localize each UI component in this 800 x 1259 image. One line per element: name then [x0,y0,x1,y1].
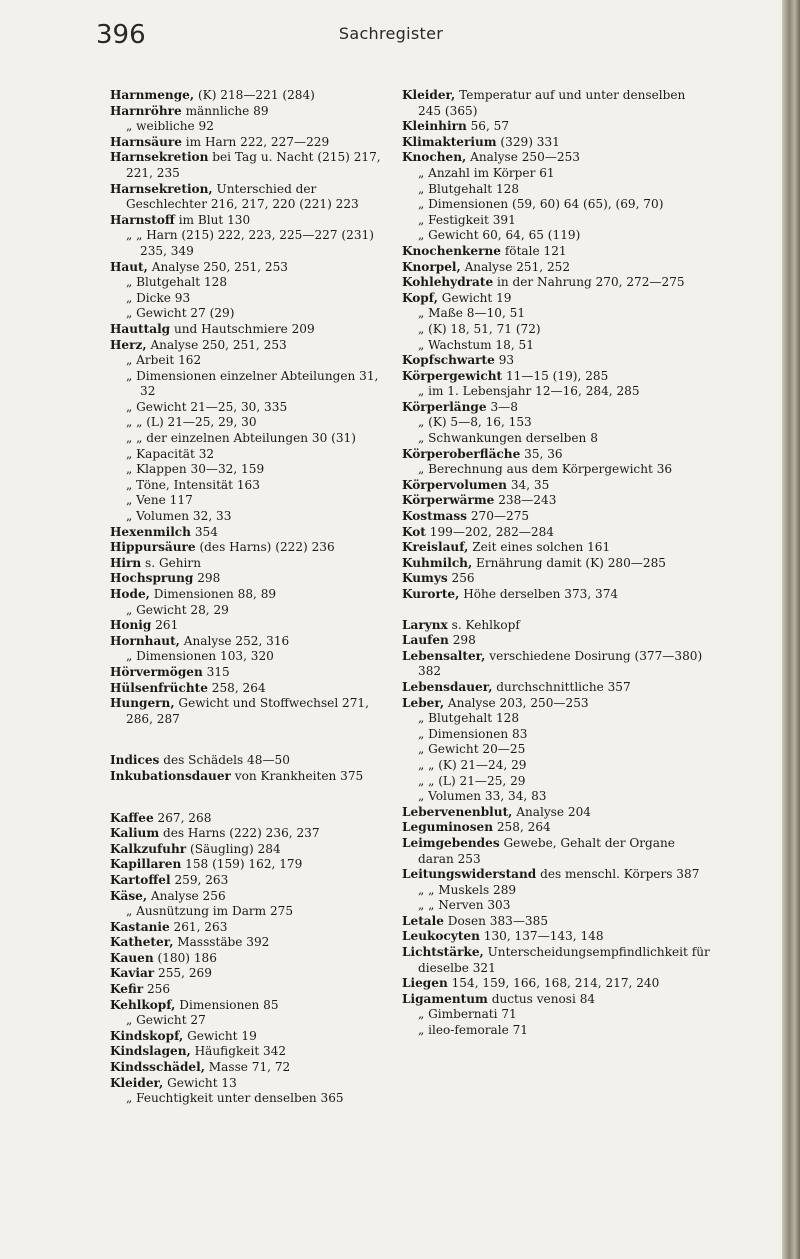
index-entry-pages: und Hautschmiere 209 [173,321,315,336]
index-entry-term: Körperlänge [402,399,487,414]
index-entry-pages: im Blut 130 [178,212,251,227]
index-entry-term: Kleinhirn [402,119,467,134]
index-entry-term: Kleider, [402,88,456,102]
index-entry-term: Kalium [110,826,160,841]
index-subentry: „ Ausnützung im Darm 275 [126,904,294,919]
index-entry-term: Hornhaut, [110,633,180,648]
index-entry [402,493,710,509]
section-gap [110,727,392,753]
index-subentry: „ Feuchtigkeit unter denselben 365 [126,1091,344,1106]
index-entry [402,649,710,680]
index-subentry: „ Blutgehalt 128 [418,711,520,726]
index-entry-pages: männliche 89 [185,103,269,118]
index-entry [402,369,710,385]
index-entry [402,680,710,696]
index-entry [110,260,392,276]
index-entry [110,88,392,104]
index-entry-term: Larynx [402,617,448,632]
index-entry-term: Knorpel, [402,259,461,274]
index-entry-pages: Analyse 204 [516,804,591,819]
index-subentry: „ Volumen 33, 34, 83 [418,789,547,804]
index-entry [402,633,710,649]
index-subentry: „ Blutgehalt 128 [418,181,520,196]
index-subentry: „ Anzahl im Körper 61 [418,165,555,180]
index-entry [402,478,710,494]
index-entry-term: Körperwärme [402,493,495,508]
index-entry-pages: Gewicht 19 [441,290,512,305]
index-entry [110,665,392,681]
index-subentry: „ ileo-femorale 71 [418,1023,529,1038]
index-entry-pages: Unterscheidungsempfindlichkeit für dieselbe 321 [418,945,710,975]
index-entry-term: Hirn [110,555,142,570]
index-entry-pages: 270—275 [470,509,530,524]
index-entry-pages: Analyse 251, 252 [464,259,571,274]
index-entry-term: Kindslagen, [110,1044,191,1059]
index-subentry: „ Dimensionen 103, 320 [126,649,274,664]
index-entry [110,525,392,541]
index-entry-pages: Dosen 383—385 [447,913,549,928]
index-entry-term: Hülsenfrüchte [110,680,208,695]
index-entry-pages: Analyse 203, 250—253 [447,695,589,710]
index-entry [110,811,392,827]
index-entry [402,805,710,821]
index-entry-term: Harnsekretion [110,150,209,165]
index-entry-term: Hochsprung [110,571,194,586]
page-edge-shadow [782,0,800,1259]
index-entry-term: Kurorte, [402,587,460,601]
index-entry-term: Herz, [110,337,147,352]
index-subentry: „ Dimensionen einzelner Abteilungen 31, 32 [126,368,379,399]
index-entry-term: Laufen [402,633,449,648]
index-entry [402,976,710,992]
index-entry [402,618,710,634]
index-entry-pages: 255, 269 [158,966,212,981]
index-entry-term: Leber, [402,695,445,710]
index-entry-pages: Gewebe, Gehalt der Organe daran 253 [418,835,675,866]
index-entry-term: Kehlkopf, [110,997,176,1012]
index-subentry: „ Schwankungen derselben 8 [418,431,598,446]
index-entry [110,951,392,967]
index-entry-pages: Dimensionen 88, 89 [153,587,277,601]
index-entry [110,982,392,998]
index-entry [402,820,710,836]
index-entry-term: Körpergewicht [402,368,503,383]
index-entry [110,540,392,556]
index-entry-pages: (des Harns) (222) 236 [199,540,335,555]
index-entry-term: Kalkzufuhr [110,841,187,856]
index-subentry: „ „ (K) 21—24, 29 [418,757,527,772]
index-entry-term: Harnmenge, [110,88,195,102]
index-entry-term: Kartoffel [110,872,171,887]
index-entry [110,966,392,982]
index-entry [402,150,710,166]
index-entry-pages: 158 (159) 162, 179 [185,857,303,872]
index-entry [110,150,392,181]
index-entry [402,119,710,135]
index-subentry: „ Wachstum 18, 51 [418,337,534,352]
index-entry-term: Harnröhre [110,103,182,118]
index-entry [110,556,392,572]
index-entry-term: Kleider, [110,1075,164,1090]
index-entry [402,244,710,260]
index-entry-pages: 154, 159, 166, 168, 214, 217, 240 [451,976,660,991]
index-entry-pages: 258, 264 [211,680,266,695]
index-entry [110,1060,392,1076]
index-entry-pages: von Krankheiten 375 [234,768,364,783]
index-entry-pages: 256 [146,982,171,997]
index-entry-pages: Analyse 250—253 [470,150,580,165]
index-entry-pages: (Säugling) 284 [190,841,281,856]
index-entry-pages: (180) 186 [157,950,217,965]
section-gap [110,785,392,811]
index-entry-pages: Massstäbe 392 [177,935,270,950]
index-entry [110,826,392,842]
index-subentry: „ „ Nerven 303 [418,898,511,913]
index-subentry: „ (K) 18, 51, 71 (72) [418,321,541,336]
index-subentry: „ Gimbernati 71 [418,1007,517,1022]
index-entry [110,889,392,905]
index-subentry: „ Gewicht 28, 29 [126,602,229,617]
index-entry [110,873,392,889]
index-entry-term: Inkubationsdauer [110,768,231,783]
index-entry-term: Kreislauf, [402,540,469,555]
index-entry-term: Kaffee [110,810,154,825]
index-entry-term: Hungern, [110,696,175,711]
index-entry-term: Klimakterium [402,134,497,149]
index-entry-pages: 35, 36 [524,446,563,461]
index-entry-pages: Analyse 250, 251, 253 [151,259,288,274]
index-entry [110,571,392,587]
index-entry-term: Kindskopf, [110,1028,184,1043]
index-entry-pages: 259, 263 [174,872,229,887]
index-subentry: „ Gewicht 20—25 [418,742,526,757]
index-entry-pages: 354 [194,524,218,539]
index-entry-pages: 93 [498,353,515,368]
index-entry-pages: 261, 263 [173,919,228,934]
index-subentry: „ Gewicht 27 (29) [126,306,235,321]
index-entry-pages: 298 [197,571,221,586]
index-entry-term: Leimgebendes [402,835,500,850]
index-entry-term: Kindsschädel, [110,1060,205,1075]
index-subentry: „ Dimensionen (59, 60) 64 (65), (69, 70) [418,197,664,212]
index-entry-term: Kastanie [110,919,170,934]
index-entry-pages: 256 [451,571,475,586]
index-entry-term: Hauttalg [110,321,171,336]
index-subentry: „ Dimensionen 83 [418,726,528,741]
index-entry-pages: (K) 218—221 (284) [197,88,315,102]
index-subentry: „ „ Muskels 289 [418,882,517,897]
page-header [0,14,782,54]
page-number: 396 [96,20,146,50]
index-entry [402,914,710,930]
index-subentry: „ Kapacität 32 [126,446,215,461]
index-entry [402,696,710,712]
index-entry [402,135,710,151]
index-subentry: „ (K) 5—8, 16, 153 [418,415,532,430]
index-entry [110,1029,392,1045]
running-title: Sachregister [338,24,444,43]
index-subentry: „ Töne, Intensität 163 [126,477,260,492]
index-entry [110,998,392,1014]
index-entry-pages: verschiedene Dosirung (377—380) 382 [418,648,703,679]
index-entry-term: Letale [402,913,444,928]
index-entry-term: Kuhmilch, [402,555,473,570]
index-entry-pages: des Harns (222) 236, 237 [162,826,320,841]
index-entry [402,540,710,556]
index-entry-term: Körperoberfläche [402,446,521,461]
index-entry-pages: Analyse 252, 316 [183,633,290,648]
index-entry-term: Liegen [402,976,448,991]
index-entry-pages: Dimensionen 85 [179,997,279,1012]
index-entry-pages: 315 [206,664,230,679]
index-entry-pages: des Schädels 48—50 [163,753,290,768]
index-entry-pages: 238—243 [498,493,557,508]
index-entry-pages: im Harn 222, 227—229 [185,134,330,149]
index-entry [402,291,710,307]
index-entry-term: Harnsekretion, [110,181,213,196]
index-entry [110,696,392,727]
index-entry [402,867,710,883]
index-entry [402,509,710,525]
index-subentry: „ weibliche 92 [126,119,214,134]
index-entry [402,836,710,867]
index-entry-pages: bei Tag u. Nacht (215) 217, 221, 235 [126,150,381,180]
index-entry [110,842,392,858]
index-entry-term: Lebervenenblut, [402,804,513,819]
index-entry-pages: 130, 137—143, 148 [483,929,604,944]
index-entry [402,556,710,572]
index-entry [110,135,392,151]
index-subentry: „ Volumen 32, 33 [126,509,232,524]
index-entry-pages: Höhe derselben 373, 374 [463,587,619,601]
index-entry [110,338,392,354]
index-entry [402,260,710,276]
index-entry [110,769,392,785]
index-entry [110,104,392,120]
index-entry-term: Lebensdauer, [402,679,493,694]
index-subentry: „ Gewicht 27 [126,1013,206,1028]
index-entry-term: Leitungswiderstand [402,867,537,882]
index-entry-pages: Zeit eines solchen 161 [472,540,611,555]
index-entry [110,753,392,769]
index-entry-pages: Masse 71, 72 [208,1060,291,1075]
index-entry-pages: Gewicht 13 [167,1075,237,1090]
index-entry [110,681,392,697]
index-entry-term: Kumys [402,571,448,586]
index-entry [402,88,710,119]
index-entry [110,213,392,229]
index-entry-pages: des menschl. Körpers 387 [540,867,700,882]
index-subentry: „ im 1. Lebensjahr 12—16, 284, 285 [418,384,640,399]
index-entry-term: Kohlehydrate [402,275,494,290]
index-column-left [110,88,392,1107]
index-subentry: „ Maße 8—10, 51 [418,306,526,321]
section-gap [402,603,710,618]
index-entry-pages: (329) 331 [500,134,560,149]
index-entry-pages: ductus venosi 84 [491,991,596,1006]
index-entry [402,992,710,1008]
index-entry-pages: Gewicht und Stoffwechsel 271, 286, 287 [126,696,369,726]
index-entry-term: Knochen, [402,150,467,165]
index-entry-term: Käse, [110,888,148,903]
index-entry-pages: 34, 35 [510,477,550,492]
index-entry-pages: 3—8 [490,399,518,414]
index-entry-pages: Analyse 250, 251, 253 [150,337,287,352]
index-entry [110,634,392,650]
index-subentry: „ Berechnung aus dem Körpergewicht 36 [418,462,673,477]
index-entry-pages: Gewicht 19 [187,1028,257,1043]
index-entry [110,920,392,936]
index-entry-pages: Unterschied der Geschlechter 216, 217, 220 (221) 223 [126,181,359,212]
index-subentry: „ Gewicht 60, 64, 65 (119) [418,228,581,243]
index-entry [402,400,710,416]
index-entry [110,587,392,603]
index-subentry: „ „ (L) 21—25, 29, 30 [126,415,257,430]
index-entry-term: Knochenkerne [402,243,501,258]
index-entry-pages: Häufigkeit 342 [194,1044,287,1059]
index-entry-term: Haut, [110,259,148,274]
index-subentry: „ „ der einzelnen Abteilungen 30 (31) [126,431,356,446]
index-subentry: „ Vene 117 [126,493,193,508]
index-entry [402,571,710,587]
index-entry-term: Kot [402,524,426,539]
index-entry-term: Lebensalter, [402,648,486,663]
index-entry [402,353,710,369]
index-entry-term: Hippursäure [110,540,196,555]
index-entry-term: Ligamentum [402,991,488,1006]
index-entry-pages: Ernährung damit (K) 280—285 [476,555,666,570]
index-entry-term: Lichtstärke, [402,945,484,960]
index-entry-pages: s. Kehlkopf [451,617,520,632]
index-subentry: „ „ Harn (215) 222, 223, 225—227 (231) 235, 349 [126,228,374,258]
index-entry [110,1044,392,1060]
index-entry-term: Leukocyten [402,929,480,944]
index-entry-term: Indices [110,753,160,768]
index-entry-pages: durchschnittliche 357 [496,679,631,694]
index-entry [110,618,392,634]
index-entry-pages: 199—202, 282—284 [429,524,554,539]
index-subentry: „ Dicke 93 [126,290,191,305]
index-entry-term: Kauen [110,950,154,965]
index-entry [402,447,710,463]
index-entry-term: Hexenmilch [110,524,191,539]
index-entry-pages: 56, 57 [470,119,510,134]
index-entry-pages: 261 [155,618,179,633]
index-entry-term: Katheter, [110,935,174,950]
index-entry-term: Harnstoff [110,212,175,227]
index-entry [402,929,710,945]
index-subentry: „ Festigkeit 391 [418,212,516,227]
index-entry-pages: 258, 264 [496,820,551,835]
index-entry [110,322,392,338]
index-subentry: „ Klappen 30—32, 159 [126,462,265,477]
index-entry [110,182,392,213]
index-entry-pages: 298 [452,633,476,648]
index-entry-pages: in der Nahrung 270, 272—275 [497,275,685,290]
index-entry [110,857,392,873]
index-column-right [402,88,710,1039]
index-entry-pages: fötale 121 [504,243,567,258]
index-entry-term: Harnsäure [110,134,182,149]
index-entry-term: Körpervolumen [402,477,507,492]
index-entry-pages: s. Gehirn [145,555,201,570]
index-subentry: „ Gewicht 21—25, 30, 335 [126,399,288,414]
index-entry-term: Kopf, [402,290,438,305]
index-entry-term: Kostmass [402,509,467,524]
index-subentry: „ Blutgehalt 128 [126,275,228,290]
index-entry-pages: Temperatur auf und unter denselben 245 (365) [418,88,686,118]
index-entry-pages: 11—15 (19), 285 [505,368,609,383]
index-entry-term: Honig [110,618,152,633]
index-entry-pages: 267, 268 [157,810,212,825]
index-entry [402,275,710,291]
index-entry [110,1076,392,1092]
index-entry-pages: Analyse 256 [150,888,226,903]
index-entry [402,945,710,976]
index-entry-term: Hode, [110,587,150,601]
index-entry-term: Kopfschwarte [402,353,495,368]
index-entry-term: Kaviar [110,966,155,981]
index-entry [402,525,710,541]
index-entry [402,587,710,603]
index-entry-term: Kefir [110,982,144,997]
index-subentry: „ „ (L) 21—25, 29 [418,773,526,788]
index-entry [110,935,392,951]
index-entry-term: Hörvermögen [110,664,203,679]
index-entry-term: Kapillaren [110,857,182,872]
index-entry-term: Leguminosen [402,820,493,835]
index-subentry: „ Arbeit 162 [126,353,202,368]
